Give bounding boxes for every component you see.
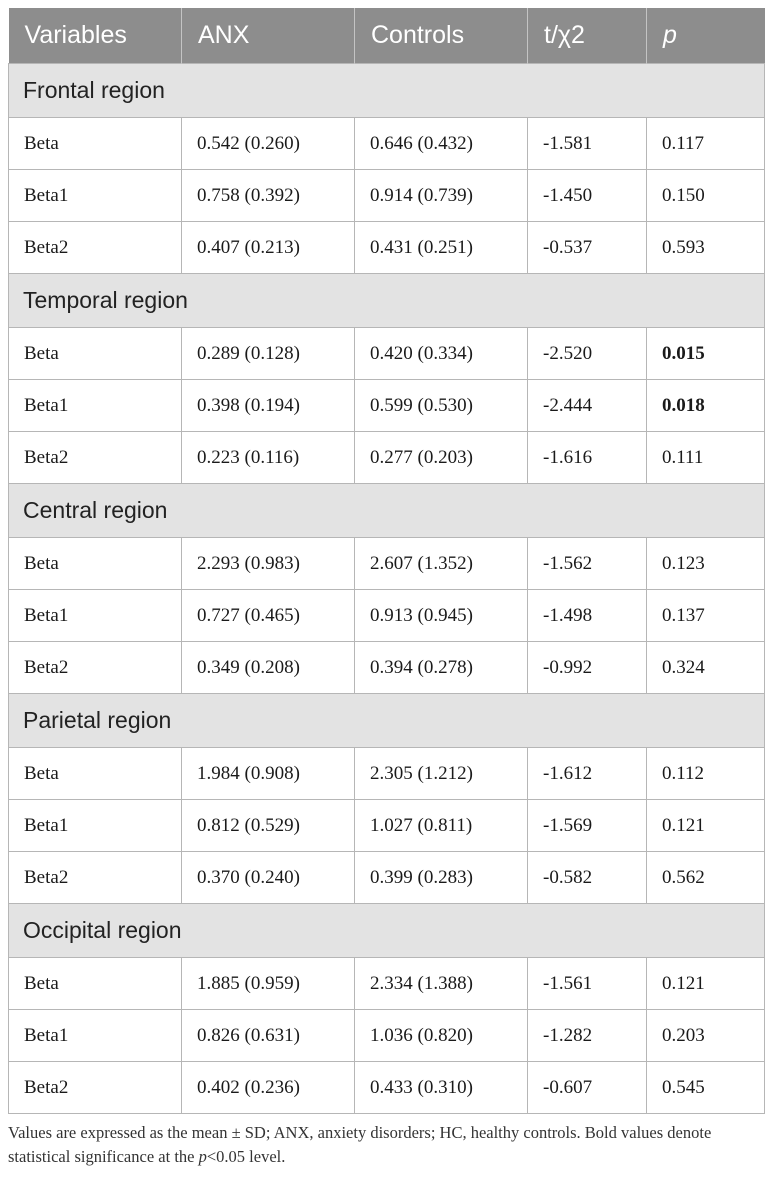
cell-controls: 0.913 (0.945) [355, 590, 528, 642]
cell-anx: 0.370 (0.240) [182, 852, 355, 904]
cell-variable: Beta2 [9, 432, 182, 484]
cell-p-value: 0.150 [647, 170, 765, 222]
cell-t-value: -1.282 [528, 1010, 647, 1062]
cell-t-value: -1.561 [528, 958, 647, 1010]
cell-t-value: -2.520 [528, 328, 647, 380]
table-footnote [8, 1121, 764, 1169]
cell-p-value: 0.593 [647, 222, 765, 274]
cell-p-value: 0.112 [647, 748, 765, 800]
header-p: p [647, 8, 765, 64]
section-title: Frontal region [9, 64, 765, 118]
cell-controls: 0.420 (0.334) [355, 328, 528, 380]
cell-variable: Beta1 [9, 170, 182, 222]
cell-controls: 0.433 (0.310) [355, 1062, 528, 1114]
cell-controls: 0.914 (0.739) [355, 170, 528, 222]
cell-variable: Beta1 [9, 1010, 182, 1062]
footnote-text-end: <0.05 level. [206, 1147, 286, 1166]
cell-controls: 2.607 (1.352) [355, 538, 528, 590]
section-title: Central region [9, 484, 765, 538]
cell-t-value: -1.498 [528, 590, 647, 642]
footnote-text: Values are expressed as the mean ± SD; ANX, anxiety disorders; HC, healthy controls. Bold values denote statistical significance at the [8, 1123, 712, 1166]
section-title: Parietal region [9, 694, 765, 748]
cell-anx: 1.885 (0.959) [182, 958, 355, 1010]
cell-variable: Beta1 [9, 800, 182, 852]
cell-p-value: 0.111 [647, 432, 765, 484]
table-row [9, 538, 765, 590]
cell-controls: 0.599 (0.530) [355, 380, 528, 432]
cell-controls: 2.305 (1.212) [355, 748, 528, 800]
cell-variable: Beta [9, 958, 182, 1010]
cell-t-value: -1.562 [528, 538, 647, 590]
results-table-container [8, 8, 764, 1114]
cell-variable: Beta1 [9, 380, 182, 432]
cell-p-value: 0.137 [647, 590, 765, 642]
cell-p-value: 0.324 [647, 642, 765, 694]
table-row [9, 170, 765, 222]
section-title: Temporal region [9, 274, 765, 328]
header-t-chi2: t/χ2 [528, 8, 647, 64]
cell-controls: 2.334 (1.388) [355, 958, 528, 1010]
section-row [9, 694, 765, 748]
cell-anx: 0.398 (0.194) [182, 380, 355, 432]
cell-t-value: -0.607 [528, 1062, 647, 1114]
cell-controls: 1.027 (0.811) [355, 800, 528, 852]
table-row [9, 1010, 765, 1062]
cell-t-value: -1.612 [528, 748, 647, 800]
table-row [9, 328, 765, 380]
cell-anx: 0.727 (0.465) [182, 590, 355, 642]
cell-t-value: -0.582 [528, 852, 647, 904]
cell-t-value: -0.992 [528, 642, 647, 694]
header-controls: Controls [355, 8, 528, 64]
cell-p-value: 0.121 [647, 800, 765, 852]
cell-anx: 2.293 (0.983) [182, 538, 355, 590]
cell-t-value: -1.569 [528, 800, 647, 852]
table-row [9, 852, 765, 904]
cell-variable: Beta [9, 748, 182, 800]
section-row [9, 904, 765, 958]
table-row [9, 380, 765, 432]
table-row [9, 958, 765, 1010]
cell-p-value: 0.121 [647, 958, 765, 1010]
cell-variable: Beta2 [9, 1062, 182, 1114]
cell-p-value: 0.545 [647, 1062, 765, 1114]
cell-controls: 0.394 (0.278) [355, 642, 528, 694]
cell-anx: 0.826 (0.631) [182, 1010, 355, 1062]
section-row [9, 274, 765, 328]
cell-anx: 0.349 (0.208) [182, 642, 355, 694]
cell-p-value: 0.015 [647, 328, 765, 380]
cell-p-value: 0.203 [647, 1010, 765, 1062]
cell-controls: 0.431 (0.251) [355, 222, 528, 274]
section-row [9, 484, 765, 538]
cell-variable: Beta [9, 538, 182, 590]
cell-anx: 0.289 (0.128) [182, 328, 355, 380]
cell-t-value: -0.537 [528, 222, 647, 274]
cell-p-value: 0.562 [647, 852, 765, 904]
cell-variable: Beta2 [9, 642, 182, 694]
table-row [9, 642, 765, 694]
cell-variable: Beta [9, 118, 182, 170]
cell-t-value: -1.450 [528, 170, 647, 222]
cell-p-value: 0.123 [647, 538, 765, 590]
table-row [9, 1062, 765, 1114]
cell-t-value: -1.616 [528, 432, 647, 484]
cell-p-value: 0.117 [647, 118, 765, 170]
cell-anx: 0.223 (0.116) [182, 432, 355, 484]
header-row [9, 8, 765, 64]
cell-anx: 0.407 (0.213) [182, 222, 355, 274]
table-row [9, 590, 765, 642]
cell-controls: 1.036 (0.820) [355, 1010, 528, 1062]
results-table [8, 8, 765, 1114]
cell-controls: 0.277 (0.203) [355, 432, 528, 484]
table-row [9, 432, 765, 484]
table-row [9, 800, 765, 852]
header-anx: ANX [182, 8, 355, 64]
table-row [9, 118, 765, 170]
cell-variable: Beta1 [9, 590, 182, 642]
cell-t-value: -2.444 [528, 380, 647, 432]
table-row [9, 222, 765, 274]
cell-anx: 0.758 (0.392) [182, 170, 355, 222]
cell-t-value: -1.581 [528, 118, 647, 170]
cell-variable: Beta [9, 328, 182, 380]
cell-anx: 1.984 (0.908) [182, 748, 355, 800]
cell-anx: 0.542 (0.260) [182, 118, 355, 170]
table-row [9, 748, 765, 800]
cell-anx: 0.402 (0.236) [182, 1062, 355, 1114]
cell-variable: Beta2 [9, 852, 182, 904]
header-variables: Variables [9, 8, 182, 64]
section-row [9, 64, 765, 118]
cell-p-value: 0.018 [647, 380, 765, 432]
section-title: Occipital region [9, 904, 765, 958]
cell-controls: 0.646 (0.432) [355, 118, 528, 170]
cell-anx: 0.812 (0.529) [182, 800, 355, 852]
cell-variable: Beta2 [9, 222, 182, 274]
cell-controls: 0.399 (0.283) [355, 852, 528, 904]
footnote-p-symbol: p [198, 1147, 207, 1166]
